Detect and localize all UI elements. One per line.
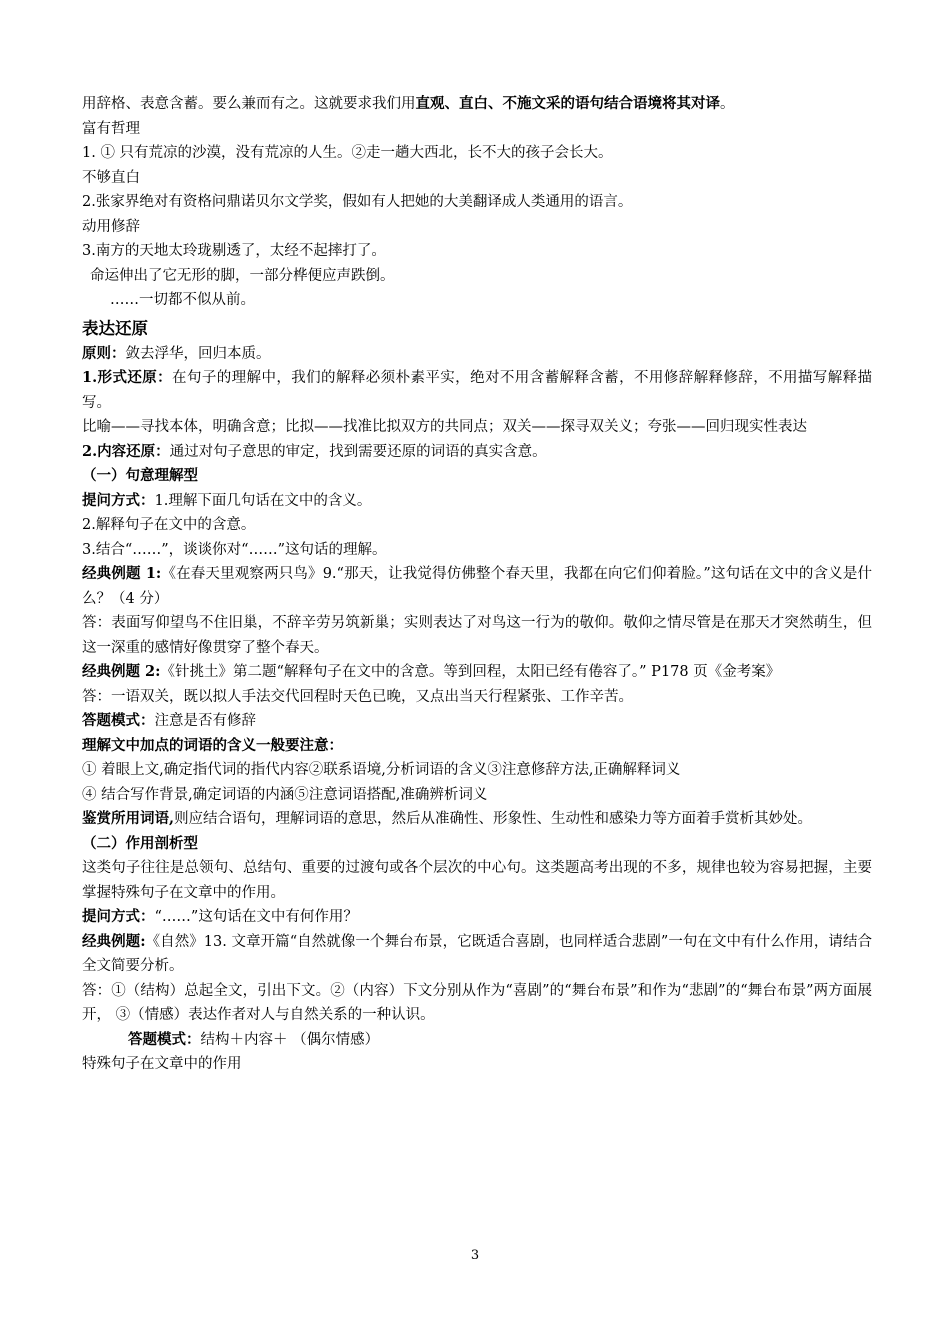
word-meaning-note: 理解文中加点的词语的含义一般要注意： xyxy=(82,736,343,754)
question-method-2: 2.解释句子在文中的含意。 xyxy=(82,517,256,533)
label-philosophy: 富有哲理 xyxy=(82,120,140,137)
classic-example-2: 经典例题 2:《针挑土》第二题“解释句子在文中的含意。等到回程，太阳已经有倦容了。” P178 页《金考案》 xyxy=(82,663,781,680)
classic-example-1: 经典例题 1:《在春天里观察两只鸟》9.“那天，让我觉得仿佛整个春天里，我都在向它们仰着脸。”这句话在文中的含义是什么？（4 分） xyxy=(82,565,873,607)
answer-1: 答：表面写仰望鸟不住旧巢，不辞辛劳另筑新巢；实则表达了对鸟这一行为的敬仰。敬仰之情尽管是在那天才突然萌生，但这一深重的感情好像贯穿了整个春天。 xyxy=(82,615,872,656)
document-body xyxy=(82,92,872,1077)
label-rhetoric: 动用修辞 xyxy=(82,218,140,235)
word-appreciation: 鉴赏所用词语,则应结合语句，理解词语的意思，然后从准确性、形象性、生动性和感染力等方面着手赏析其妙处。 xyxy=(82,810,813,827)
answer-mode-2: 答题模式：结构＋内容＋ （偶尔情感） xyxy=(128,1030,380,1048)
answer-2: 答：一语双关，既以拟人手法交代回程时天色已晚，又点出当天行程紧张、工作辛苦。 xyxy=(82,688,633,705)
example-3-line-2: 命运伸出了它无形的脚，一部分桦便应声跌倒。 xyxy=(90,267,395,284)
content-restore: 2.内容还原：通过对句子意思的审定，找到需要还原的词语的真实含意。 xyxy=(82,442,547,460)
page-number: 3 xyxy=(470,1248,480,1263)
special-sentence-function: 特殊句子在文章中的作用 xyxy=(82,1056,242,1072)
label-not-direct: 不够直白 xyxy=(82,169,140,186)
heading-sentence-meaning: （一）句意理解型 xyxy=(82,467,198,484)
note-item-2: ④ 结合写作背景,确定词语的内涵⑤注意词语搭配,准确辨析词义 xyxy=(82,786,488,803)
example-1: 1. ① 只有荒凉的沙漠，没有荒凉的人生。②走一趟大西北，长不大的孩子会长大。 xyxy=(82,145,613,161)
heading-function-analysis: （二）作用剖析型 xyxy=(82,834,198,852)
question-method-function: 提问方式：“……”这句话在文中有何作用？ xyxy=(82,908,358,925)
question-method-3: 3.结合“……”，谈谈你对“……”这句话的理解。 xyxy=(82,541,387,558)
rhetoric-list: 比喻——寻找本体，明确含意；比拟——找准比拟双方的共同点；双关——探寻双关义；夸张——回归现实性表达 xyxy=(82,419,807,435)
principle: 原则：敛去浮华，回归本质。 xyxy=(82,344,271,362)
bold-phrase: 直观、直白、不施文采的语句结合语境将其对译 xyxy=(415,95,720,112)
example-3: 3.南方的天地太玲珑剔透了，太经不起摔打了。 xyxy=(82,243,386,259)
question-method: 提问方式：1.理解下面几句话在文中的含义。 xyxy=(82,491,372,509)
form-restore: 1.形式还原：在句子的理解中，我们的解释必须朴素平实，绝对不用含蓄解释含蓄，不用修辞解释修辞，不用描写解释描写。 xyxy=(82,369,872,411)
classic-example-3: 经典例题:《自然》13. 文章开篇“自然就像一个舞台布景，它既适合喜剧，也同样适合悲剧”一句在文中有什么作用，请结合全文简要分析。 xyxy=(82,932,872,974)
example-3-line-3: ……一切都不似从前。 xyxy=(110,292,255,308)
heading-expression-restore: 表达还原 xyxy=(82,318,148,338)
example-2: 2.张家界绝对有资格问鼎诺贝尔文学奖，假如有人把她的大美翻译成人类通用的语言。 xyxy=(82,194,633,210)
function-intro: 这类句子往往是总领句、总结句、重要的过渡句或各个层次的中心句。这类题高考出现的不多，规律也较为容易把握，主要掌握特殊句子在文章中的作用。 xyxy=(82,860,872,901)
note-item-1: ① 着眼上文,确定指代词的指代内容②联系语境,分析词语的含义③注意修辞方法,正确解释词义 xyxy=(82,762,681,778)
answer-3: 答：①（结构）总起全文，引出下文。②（内容）下文分别从作为“喜剧”的“舞台布景”和作为“悲剧”的“舞台布景”两方面展开， ③（情感）表达作者对人与自然关系的一种认识。 xyxy=(82,982,872,1023)
paragraph-intro: 用辞格、表意含蓄。要么兼而有之。这就要求我们用直观、直白、不施文采的语句结合语境将其对译。 xyxy=(82,95,735,112)
answer-mode-1: 答题模式：注意是否有修辞 xyxy=(82,712,256,729)
